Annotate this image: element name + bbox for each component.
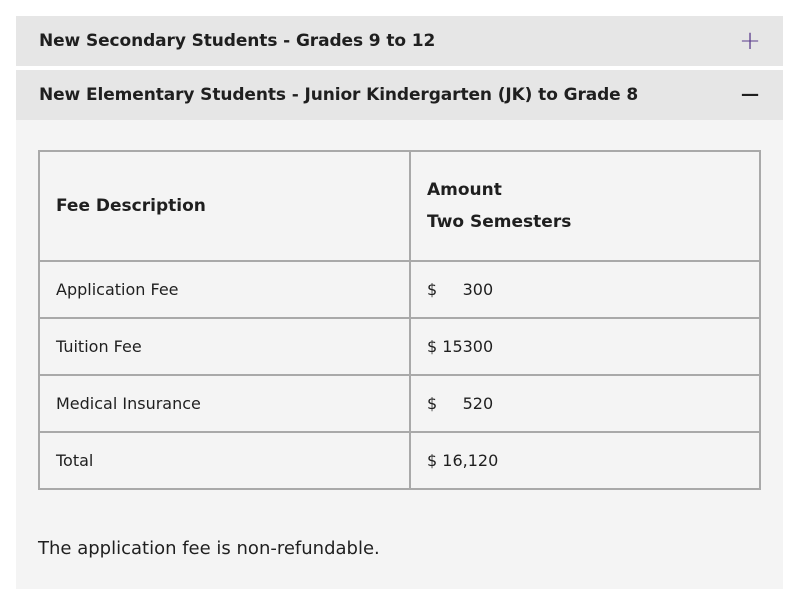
fee-amount-cell (410, 318, 760, 375)
header-amount-period: Two Semesters (427, 212, 572, 232)
table-row (39, 318, 760, 375)
minus-icon[interactable]: − (739, 80, 761, 110)
accordion-header-secondary[interactable] (16, 16, 783, 66)
fee-amount: $ 15300 (427, 337, 494, 356)
accordion-header-elementary[interactable] (16, 70, 783, 120)
fee-amount: $ 520 (427, 394, 494, 413)
table-header-row (39, 151, 760, 261)
refund-note: The application fee is non-refundable. (38, 538, 380, 559)
table-row (39, 375, 760, 432)
table-row (39, 261, 760, 318)
accordion-title-secondary: New Secondary Students - Grades 9 to 12 (39, 31, 436, 51)
fee-amount-cell (410, 261, 760, 318)
fee-amount-cell (410, 432, 760, 489)
plus-icon[interactable]: + (739, 26, 761, 56)
fee-description-cell: Total (39, 432, 410, 489)
table-row (39, 432, 760, 489)
accordion-panel-elementary (16, 120, 783, 589)
fees-accordion (16, 16, 783, 589)
accordion-title-elementary: New Elementary Students - Junior Kindergarten (JK) to Grade 8 (39, 85, 639, 105)
fee-description-cell: Medical Insurance (39, 375, 410, 432)
fee-amount: $ 300 (427, 280, 494, 299)
header-amount-label: Amount (427, 180, 502, 200)
header-amount (410, 151, 760, 261)
fee-description-cell: Tuition Fee (39, 318, 410, 375)
fee-amount: $ 16,120 (427, 451, 499, 470)
fee-description-cell: Application Fee (39, 261, 410, 318)
fee-table (38, 150, 761, 490)
fee-amount-cell (410, 375, 760, 432)
header-fee-description: Fee Description (39, 151, 410, 261)
